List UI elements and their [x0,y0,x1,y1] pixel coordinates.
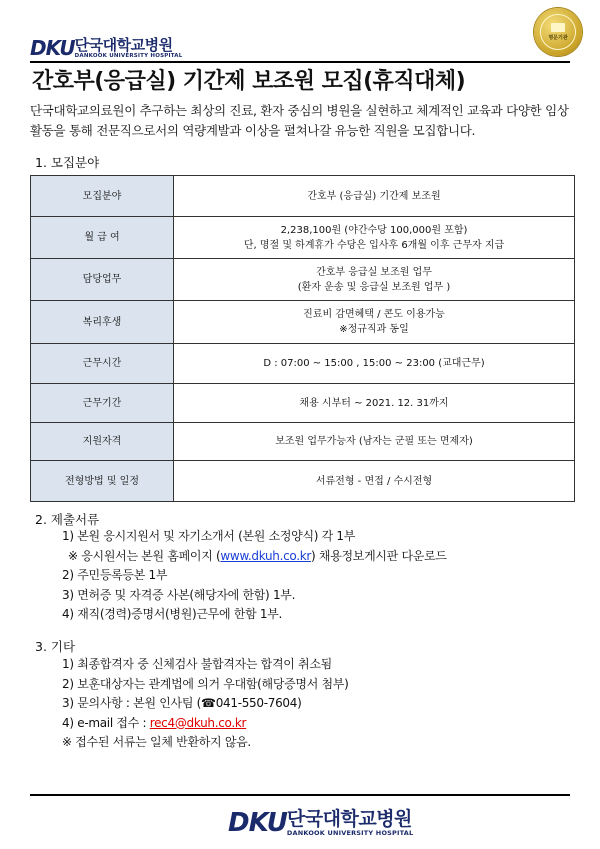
list-item: 3) 면허증 및 자격증 사본(해당자에 한함) 1부. [62,587,296,602]
logo-mark: DKU [228,808,287,838]
list-item: 2) 주민등록등본 1부 [62,568,168,583]
row-value [174,461,575,502]
email-label: 4) e-mail 접수 : [62,715,150,730]
seal-text: 명문기관 [548,35,568,41]
download-note [62,547,447,567]
row-value-line: 보조원 업무가능자 (남자는 군필 또는 면제자) [275,436,473,447]
certification-seal [534,8,582,56]
logo-text [75,37,183,60]
email-link[interactable]: rec4@dkuh.co.kr [149,715,247,730]
row-label: 근무시간 [31,344,174,384]
bottom-divider [30,794,570,796]
row-label: 복리후생 [31,301,174,344]
table-row [31,423,575,461]
note-prefix: ※ 응시원서는 본원 홈페이지 ( [68,548,221,563]
table-row [31,176,575,217]
logo-korean-name: 단국대학교병원 [74,35,173,54]
table-row [31,461,575,502]
row-value-line: 채용 시부터 ~ 2021. 12. 31까지 [299,397,449,409]
row-label: 전형방법 및 일정 [31,461,174,502]
row-value-line: 간호부 응급실 보조원 업무 [316,266,432,278]
table-row [31,384,575,423]
row-label: 월 급 여 [31,217,174,259]
row-value [174,384,575,423]
logo-english-name: DANKOOK UNIVERSITY HOSPITAL [286,829,414,837]
section-title-documents: 2. 제출서류 [35,512,100,527]
list-item: 4) 재직(경력)증명서(병원)근무에 한함 1부. [62,607,283,622]
hospital-logo-footer [228,808,413,838]
logo-mark: DKU [30,36,75,60]
row-label: 근무기간 [31,384,174,423]
seal-inner [540,14,576,50]
section-title-misc: 3. 기타 [35,639,76,654]
row-value-line: ※정규직과 동일 [339,324,409,335]
row-value-line: 진료비 감면혜택 / 콘도 이용가능 [303,309,445,320]
row-value-line: (환자 운송 및 응급실 보조원 업무 ) [297,281,451,293]
top-divider [30,61,570,63]
row-value [174,176,575,217]
homepage-link[interactable]: www.dkuh.co.kr [220,548,312,563]
row-label: 담당업무 [31,259,174,301]
list-item: 2) 보훈대상자는 관계법에 의거 우대함(해당증명서 첨부) [62,676,349,691]
note-suffix: ) 채용정보게시판 다운로드 [311,548,447,563]
table-row [31,259,575,301]
row-value-line: 간호부 (응급실) 기간제 보조원 [307,190,441,202]
logo-text [287,809,413,837]
row-value [174,344,575,384]
row-value-line: D : 07:00 ~ 15:00 , 15:00 ~ 23:00 (교대근무) [263,358,485,369]
row-value-line: 서류전형 - 면접 / 수시전형 [315,475,433,487]
row-value [174,217,575,259]
book-icon [551,23,565,32]
intro-paragraph: 단국대학교의료원이 추구하는 최상의 진료, 환자 중심의 병원을 실현하고 체계적인 교육과 다양한 임상활동을 통해 전문직으로서의 역량계발과 이상을 펼쳐나갈 유능한 직원을 모집합니다. [30,103,569,138]
row-value [174,423,575,461]
return-note: ※ 접수된 서류는 일체 반환하지 않음. [62,735,251,750]
misc-list [62,655,348,753]
row-value [174,259,575,301]
row-value [174,301,575,344]
list-item: 1) 최종합격자 중 신체검사 불합격자는 합격이 취소됨 [62,657,332,671]
row-label: 모집분야 [31,176,174,217]
table-row [31,217,575,259]
table-row [31,301,575,344]
row-value-line: 단, 명절 및 하계휴가 수당은 입사후 6개월 이후 근무자 지급 [243,239,505,251]
list-item: 1) 본원 응시지원서 및 자기소개서 (본원 소정양식) 각 1부 [62,529,356,543]
logo-korean-name: 단국대학교병원 [286,808,412,830]
list-item: 3) 문의사항 : 본원 인사팀 (☎041-550-7604) [62,696,302,711]
hospital-logo [30,36,182,60]
documents-list [62,527,447,625]
recruitment-table [30,175,575,502]
row-value-line: 2,238,100원 (야간수당 100,000원 포함) [280,224,468,236]
section-title-recruitment: 1. 모집분야 [35,155,100,170]
row-label: 지원자격 [31,423,174,461]
page-title: 간호부(응급실) 기간제 보조원 모집(휴직대체) [32,69,466,94]
list-item [62,714,348,734]
table-row [31,344,575,384]
logo-english-name: DANKOOK UNIVERSITY HOSPITAL [74,52,183,59]
